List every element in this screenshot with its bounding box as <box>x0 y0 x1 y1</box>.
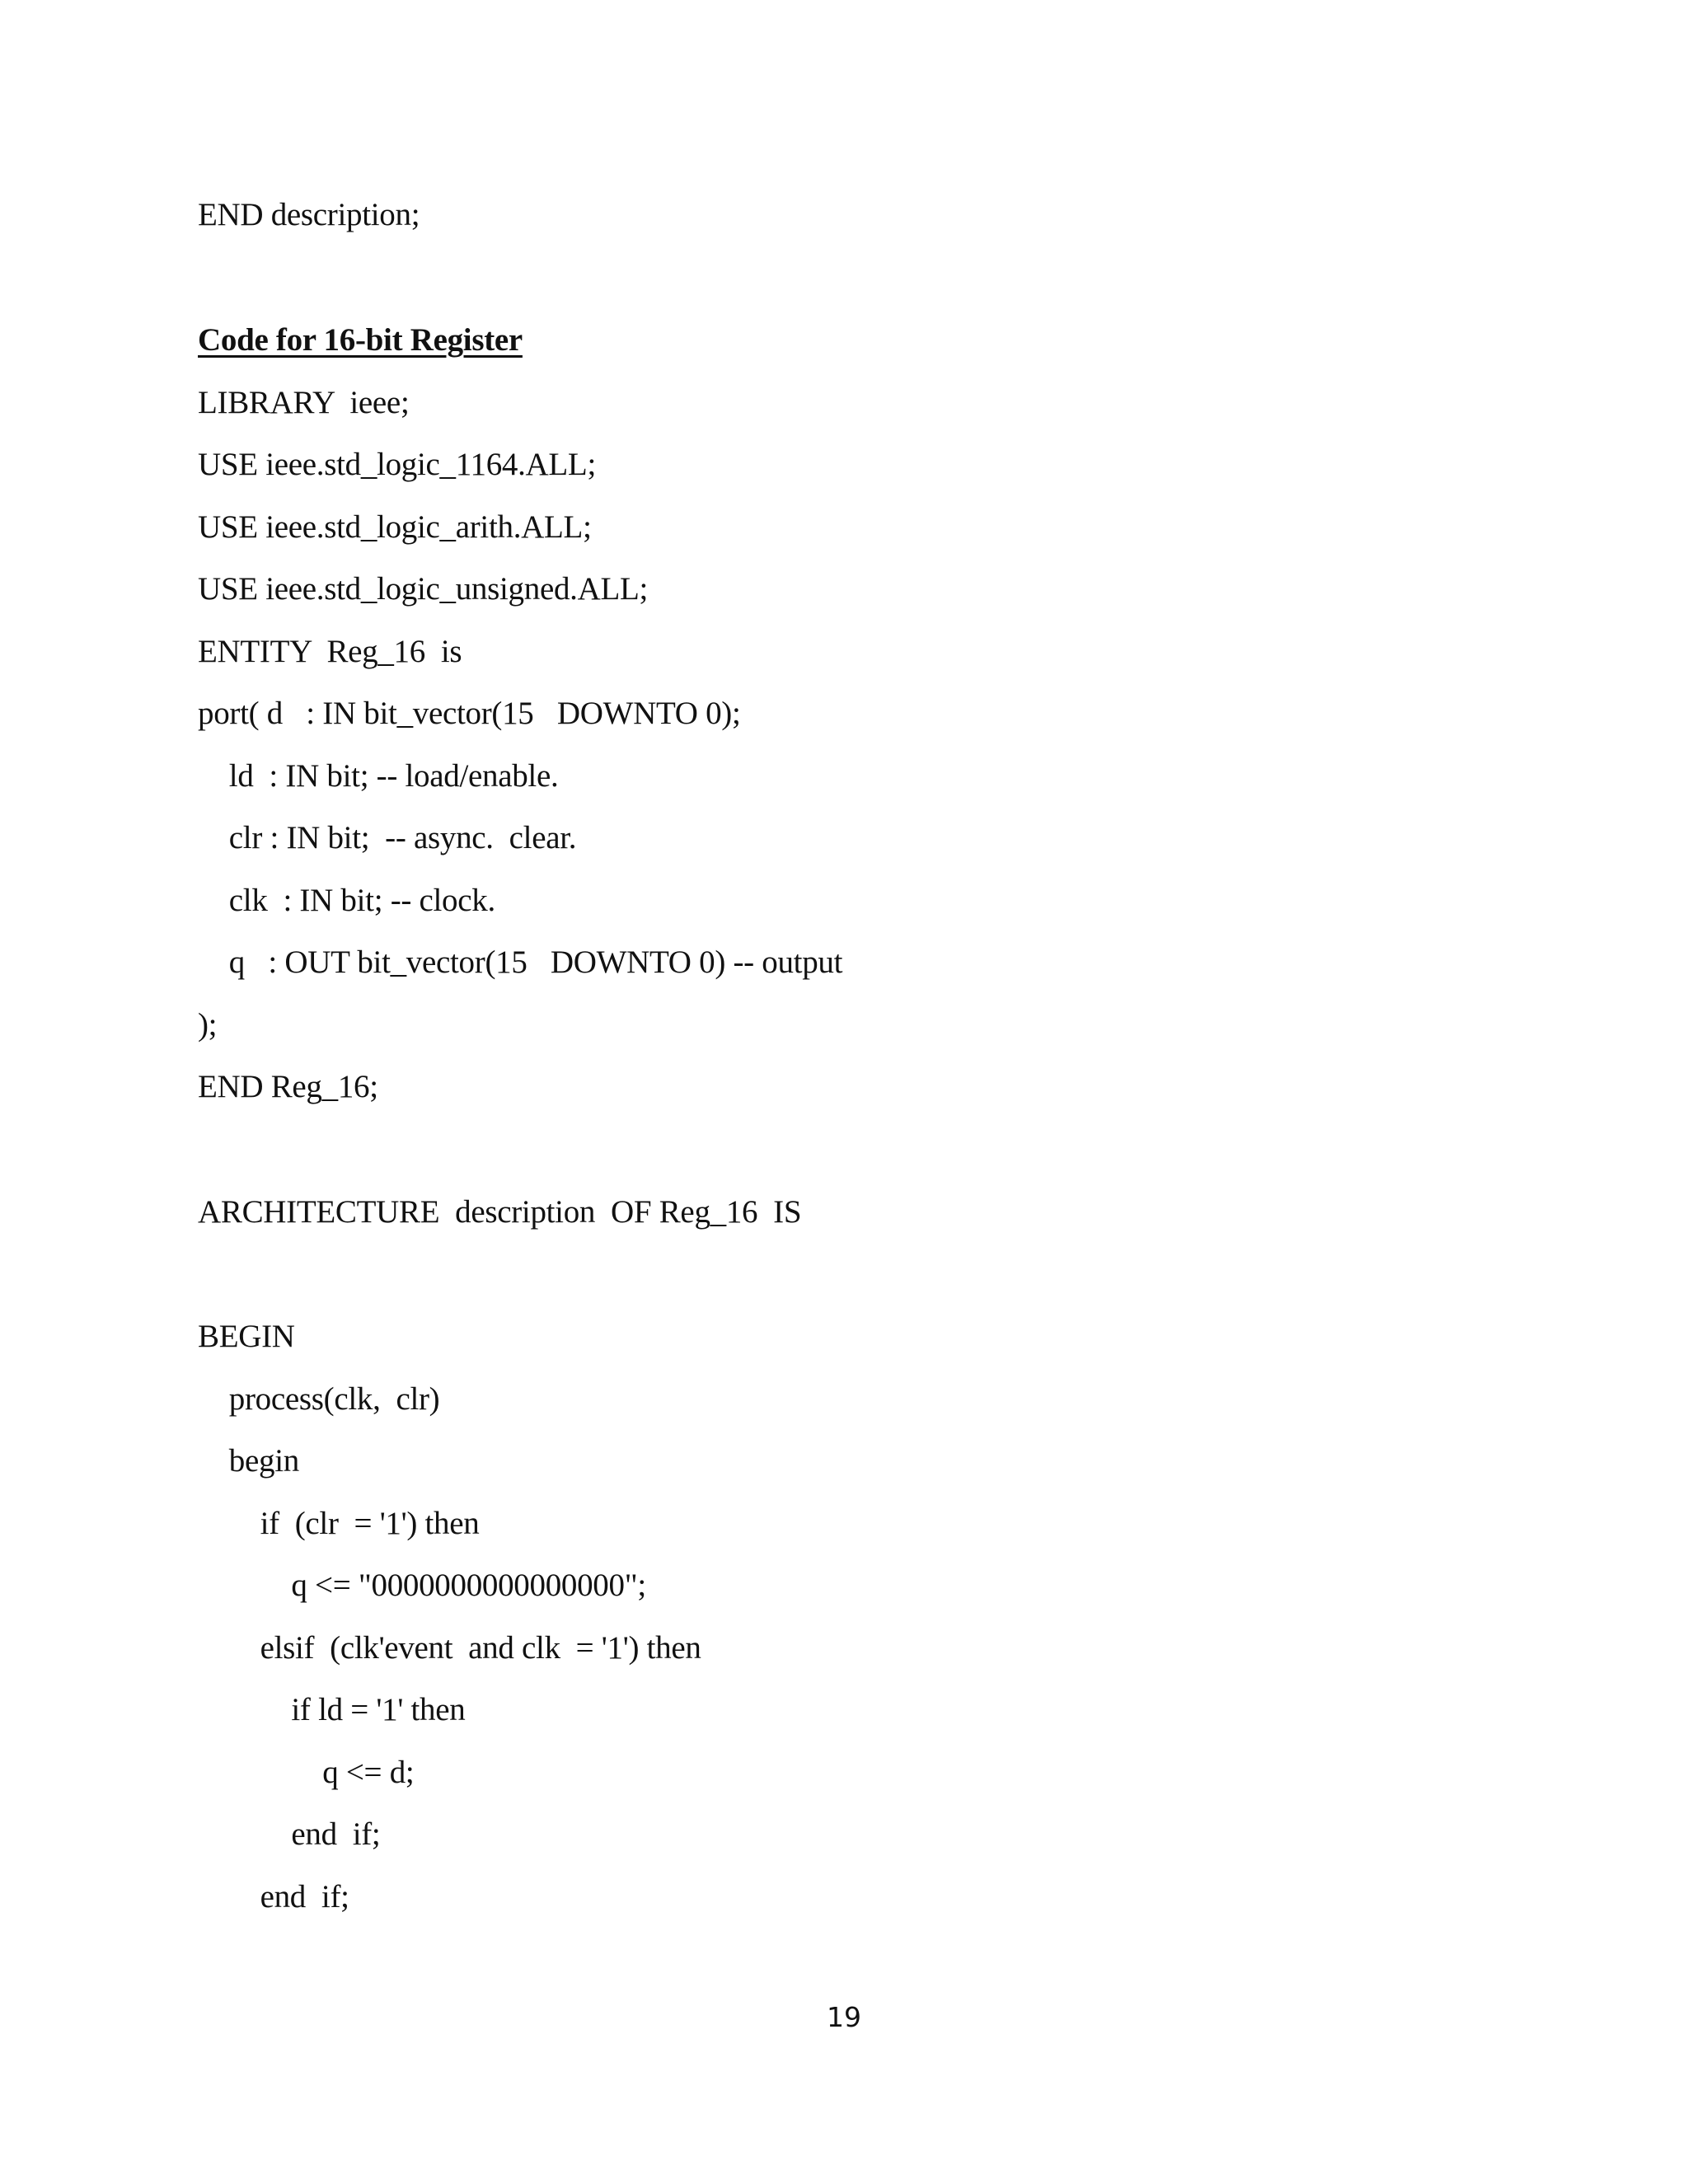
code-line: END description; <box>198 197 420 232</box>
code-line: USE ieee.std_logic_arith.ALL; <box>198 509 592 545</box>
code-line: USE ieee.std_logic_1164.ALL; <box>198 447 596 482</box>
code-line: ENTITY Reg_16 is <box>198 634 462 669</box>
code-line: end if; <box>198 1879 349 1915</box>
code-line: port( d : IN bit_vector(15 DOWNTO 0); <box>198 696 741 731</box>
code-line: ARCHITECTURE description OF Reg_16 IS <box>198 1194 802 1230</box>
code-line: elsif (clk'event and clk = '1') then <box>198 1630 701 1666</box>
code-line: if ld = '1' then <box>198 1692 466 1727</box>
code-line: ld : IN bit; -- load/enable. <box>198 758 559 794</box>
code-line: q : OUT bit_vector(15 DOWNTO 0) -- output <box>198 944 843 980</box>
code-line: USE ieee.std_logic_unsigned.ALL; <box>198 571 649 607</box>
code-line: q <= d; <box>198 1755 415 1790</box>
page-number: 19 <box>827 2001 861 2033</box>
code-line: if (clr = '1') then <box>198 1506 480 1541</box>
code-line: clr : IN bit; -- async. clear. <box>198 820 577 855</box>
code-line: begin <box>198 1443 299 1479</box>
code-line: ); <box>198 1007 218 1043</box>
code-line: END Reg_16; <box>198 1069 378 1104</box>
code-line: BEGIN <box>198 1319 295 1354</box>
code-line: q <= "0000000000000000"; <box>198 1568 646 1603</box>
code-line: end if; <box>198 1816 381 1852</box>
code-line: LIBRARY ieee; <box>198 385 410 420</box>
section-heading: Code for 16-bit Register <box>198 322 523 358</box>
code-line: clk : IN bit; -- clock. <box>198 883 495 918</box>
code-line: process(clk, clr) <box>198 1381 440 1417</box>
